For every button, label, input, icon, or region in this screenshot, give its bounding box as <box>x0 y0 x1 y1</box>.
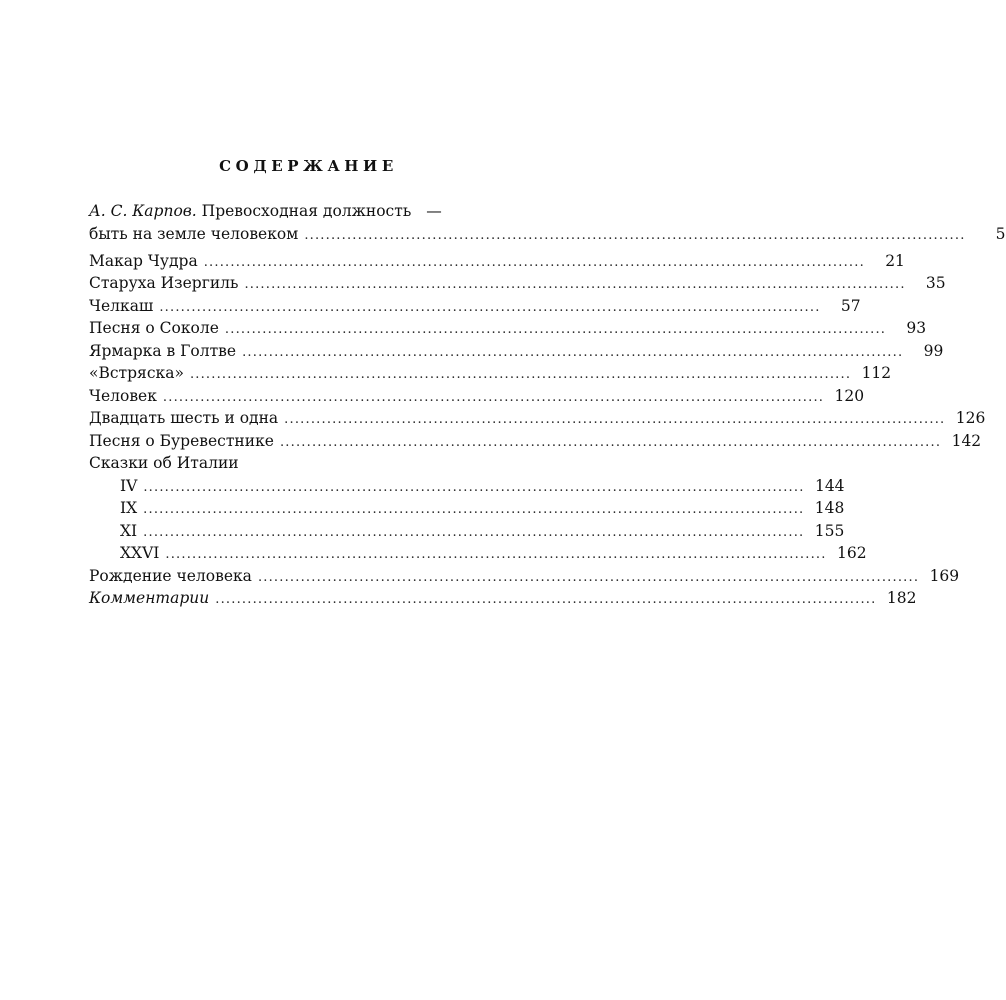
entry-title: Макар Чудра <box>89 251 198 270</box>
page-number: 120 <box>834 386 865 405</box>
leader-dots: ............................................................................................................................ <box>284 412 946 427</box>
entry-title: Ярмарка в Голтве <box>89 341 237 360</box>
subentry-title: IV <box>120 476 138 495</box>
page-number: 35 <box>925 274 946 292</box>
page-number: 126 <box>955 409 986 427</box>
leader-dots: ............................................................................................................................ <box>143 502 805 517</box>
entry-title: Рождение человека <box>89 566 252 585</box>
page-number: 144 <box>814 476 845 495</box>
entry-title: Комментарии <box>89 589 210 607</box>
entry-title: Двадцать шесть и одна <box>89 409 279 427</box>
toc-entry-intro-line1[interactable] <box>89 200 555 223</box>
page-number: 155 <box>814 521 845 540</box>
page-number: 169 <box>929 566 960 585</box>
table-of-contents <box>89 200 1006 610</box>
entry-title: Песня о Соколе <box>89 319 219 337</box>
leader-dots: ............................................................................................................................ <box>203 254 865 270</box>
page-number: 21 <box>885 251 905 270</box>
entry-title: Старуха Изергиль <box>89 274 239 292</box>
leader-dots: ............................................................................................................................ <box>279 434 942 450</box>
entry-title: Человек <box>89 386 157 405</box>
page-number: 5 <box>995 225 1006 243</box>
toc-entry[interactable] <box>89 340 944 363</box>
page-number: 112 <box>861 364 892 382</box>
subentry-title: IX <box>120 499 138 517</box>
toc-subentry[interactable] <box>89 497 845 520</box>
page-number: 162 <box>837 544 867 562</box>
toc-entry[interactable] <box>89 385 865 408</box>
toc-entry[interactable] <box>89 430 982 453</box>
toc-subentry[interactable] <box>89 520 845 543</box>
toc-entry[interactable] <box>89 362 892 385</box>
entry-title: «Встряска» <box>89 364 184 382</box>
toc-entry[interactable] <box>89 272 946 295</box>
intro-author: А. С. Карпов. <box>89 202 197 220</box>
leader-dots: ............................................................................................................................ <box>244 277 906 292</box>
leader-dots: ............................................................................................................................ <box>304 228 966 243</box>
toc-entry[interactable] <box>89 250 905 273</box>
leader-dots: ............................................................................................................................ <box>143 524 805 540</box>
intro-title-line2: быть на земле человеком <box>89 225 299 243</box>
toc-subentry[interactable] <box>89 475 845 498</box>
toc-entry[interactable] <box>89 565 960 588</box>
leader-dots: ............................................................................................................................ <box>224 322 887 337</box>
section-title: Сказки об Италии <box>89 454 239 472</box>
leader-dots: ............................................................................................................................ <box>143 479 805 495</box>
page-title: СОДЕРЖАНИЕ <box>219 157 398 175</box>
leader-dots: ............................................................................................................................ <box>165 547 827 562</box>
page-number: 57 <box>840 296 861 315</box>
page-number: 142 <box>951 431 982 450</box>
leader-dots: ............................................................................................................................ <box>242 344 904 360</box>
leader-dots: ............................................................................................................................ <box>162 389 825 405</box>
leader-dots: ............................................................................................................................ <box>189 367 852 382</box>
leader-dots: ............................................................................................................................ <box>257 569 920 585</box>
toc-section-header <box>89 452 555 475</box>
subentry-title: XI <box>120 521 138 540</box>
toc-entry[interactable] <box>89 407 986 430</box>
page-number: 148 <box>814 499 845 517</box>
page-number: 99 <box>923 341 944 360</box>
toc-subentry[interactable] <box>89 542 867 565</box>
toc-entry[interactable] <box>89 295 861 318</box>
entry-title: Челкаш <box>89 296 154 315</box>
leader-dots: ............................................................................................................................ <box>215 592 877 607</box>
intro-dash: — <box>426 202 442 220</box>
leader-dots: ............................................................................................................................ <box>159 299 821 315</box>
page-number: 182 <box>886 589 917 607</box>
intro-title-line1: Превосходная должность <box>201 202 412 220</box>
page-number: 93 <box>906 319 927 337</box>
subentry-title: XXVI <box>120 544 160 562</box>
toc-entry-intro-line2[interactable] <box>89 223 1006 246</box>
entry-title: Песня о Буревестнике <box>89 431 274 450</box>
toc-entry-commentary[interactable] <box>89 587 917 610</box>
toc-entry[interactable] <box>89 317 927 340</box>
